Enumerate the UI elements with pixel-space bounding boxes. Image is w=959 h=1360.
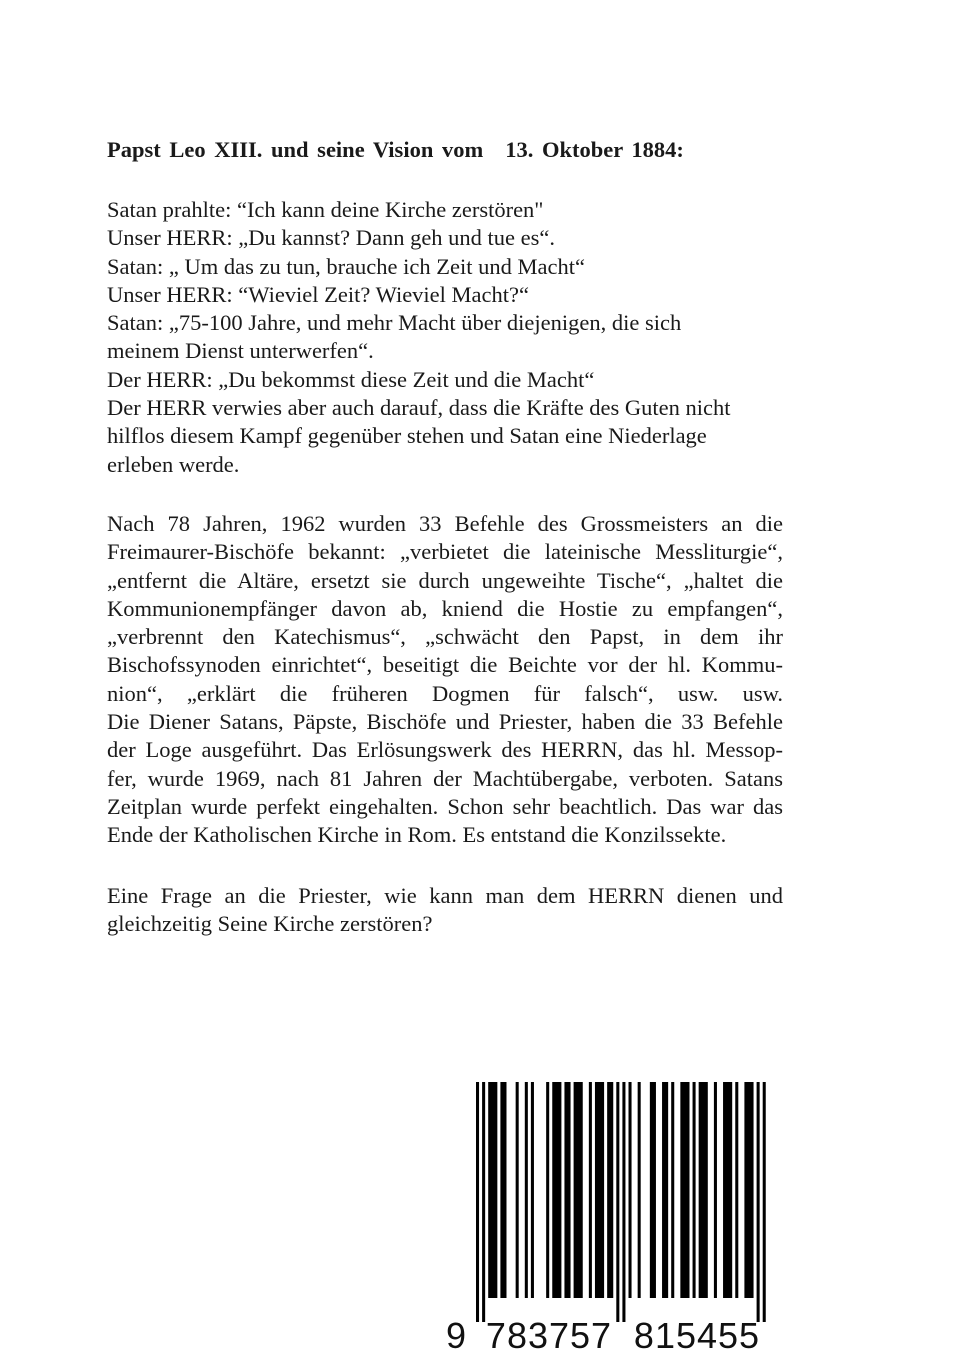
- barcode-bar: [546, 1082, 549, 1298]
- barcode-digits: [446, 1315, 782, 1356]
- barcode-bar: [589, 1082, 592, 1298]
- paragraph-line: Ende der Katholischen Kirche in Rom. Es entstand die Konzilssekte.: [107, 822, 727, 848]
- history-paragraph: [107, 510, 783, 850]
- paragraph-line: Freimaurer-Bischöfe bekannt: „verbietet die lateinische Messliturgie“,: [107, 539, 783, 565]
- dialogue-line: Satan: „ Um das zu tun, brauche ich Zeit und Macht“: [107, 253, 585, 279]
- barcode-bar: [488, 1082, 497, 1298]
- barcode-bar: [680, 1082, 689, 1298]
- paragraph-line: Eine Frage an die Priester, wie kann man dem HERRN dienen und: [107, 883, 783, 908]
- barcode-bar: [595, 1082, 604, 1298]
- dialogue-line: Satan prahlte: “Ich kann deine Kirche zerstören": [107, 197, 544, 222]
- barcode-guard-bar: [482, 1082, 485, 1322]
- barcode-guard-bar: [757, 1082, 760, 1322]
- barcode-bar: [500, 1082, 506, 1298]
- paragraph-line: Kommunionempfänger davon ab, kniend die Hostie zu empfangen“,: [107, 595, 783, 621]
- paragraph-line: Nach 78 Jahren, 1962 wurden 33 Befehle des Grossmeisters an die: [107, 511, 783, 536]
- barcode-first-digit: 9: [446, 1315, 468, 1356]
- barcode-left-group: 783757: [485, 1315, 613, 1356]
- dialogue-line: Unser HERR: „Du kannst? Dann geh und tue es“.: [107, 225, 556, 251]
- barcode-bar: [723, 1082, 732, 1298]
- barcode-bar: [693, 1082, 696, 1298]
- title-part-1: Papst Leo XIII. und seine Vision vom: [107, 137, 484, 162]
- dialogue-line: Der HERR: „Du bekommst diese Zeit und die Macht“: [107, 366, 595, 392]
- barcode-guard-bar: [616, 1082, 619, 1322]
- barcode-bar: [516, 1082, 519, 1298]
- barcode-bar: [531, 1082, 534, 1298]
- dialogue-line: meinem Dienst unterwerfen“.: [107, 338, 374, 364]
- paragraph-line: „entfernt die Altäre, ersetzt sie durch ungeweihte Tische“, „haltet die: [107, 567, 783, 593]
- title-part-2: 13. Oktober 1884:: [505, 137, 684, 162]
- barcode-bar: [662, 1082, 668, 1298]
- paragraph-line: fer, wurde 1969, nach 81 Jahren der Machtübergabe, verboten. Satans: [107, 765, 783, 791]
- barcode-bars: [446, 1082, 782, 1322]
- dialogue-paragraph: [107, 196, 783, 479]
- barcode-bar: [699, 1082, 708, 1298]
- question-paragraph: [107, 882, 783, 939]
- dialogue-line: erleben werde.: [107, 451, 240, 477]
- barcode-bar: [629, 1082, 632, 1298]
- barcode-bar: [735, 1082, 738, 1298]
- barcode-bar: [744, 1082, 753, 1298]
- barcode-guard-bar: [763, 1082, 766, 1322]
- dialogue-line: Unser HERR: “Wieviel Zeit? Wieviel Macht?“: [107, 281, 529, 307]
- paragraph-line: der Loge ausgeführt. Das Erlösungswerk des HERRN, das hl. Messop-: [107, 737, 783, 763]
- paragraph-line: Zeitplan wurde perfekt eingehalten. Schon sehr beachtlich. Das war das: [107, 793, 783, 819]
- isbn-barcode: [446, 1082, 782, 1322]
- barcode-bar: [607, 1082, 613, 1298]
- dialogue-line: Der HERR verwies aber auch darauf, dass die Kräfte des Guten nicht: [107, 395, 731, 421]
- paragraph-line: gleichzeitig Seine Kirche zerstören?: [107, 911, 433, 937]
- page-title: [107, 136, 783, 164]
- paragraph-line: nion“, „erklärt die früheren Dogmen für falsch“, usw. usw.: [107, 680, 783, 706]
- barcode-right-group: 815455: [633, 1315, 761, 1356]
- dialogue-line: Satan: „75-100 Jahre, und mehr Macht über diejenigen, die sich: [107, 310, 682, 336]
- barcode-bar: [552, 1082, 561, 1298]
- barcode-guard-bar: [622, 1082, 625, 1322]
- barcode-bar: [714, 1082, 717, 1298]
- barcode-bar: [671, 1082, 674, 1298]
- barcode-bar: [564, 1082, 570, 1298]
- barcode-bar: [574, 1082, 583, 1298]
- paragraph-line: Bischofssynoden einrichtet“, beseitigt die Beichte vor der hl. Kommu-: [107, 652, 783, 678]
- barcode-bar: [650, 1082, 656, 1298]
- barcode-guard-bar: [476, 1082, 479, 1322]
- barcode-bar: [638, 1082, 641, 1298]
- paragraph-line: „verbrennt den Katechismus“, „schwächt den Papst, in dem ihr: [107, 624, 783, 650]
- barcode-bar: [525, 1082, 528, 1298]
- dialogue-line: hilflos diesem Kampf gegenüber stehen und Satan eine Niederlage: [107, 423, 707, 449]
- paragraph-line: Die Diener Satans, Päpste, Bischöfe und Priester, haben die 33 Befehle: [107, 709, 783, 735]
